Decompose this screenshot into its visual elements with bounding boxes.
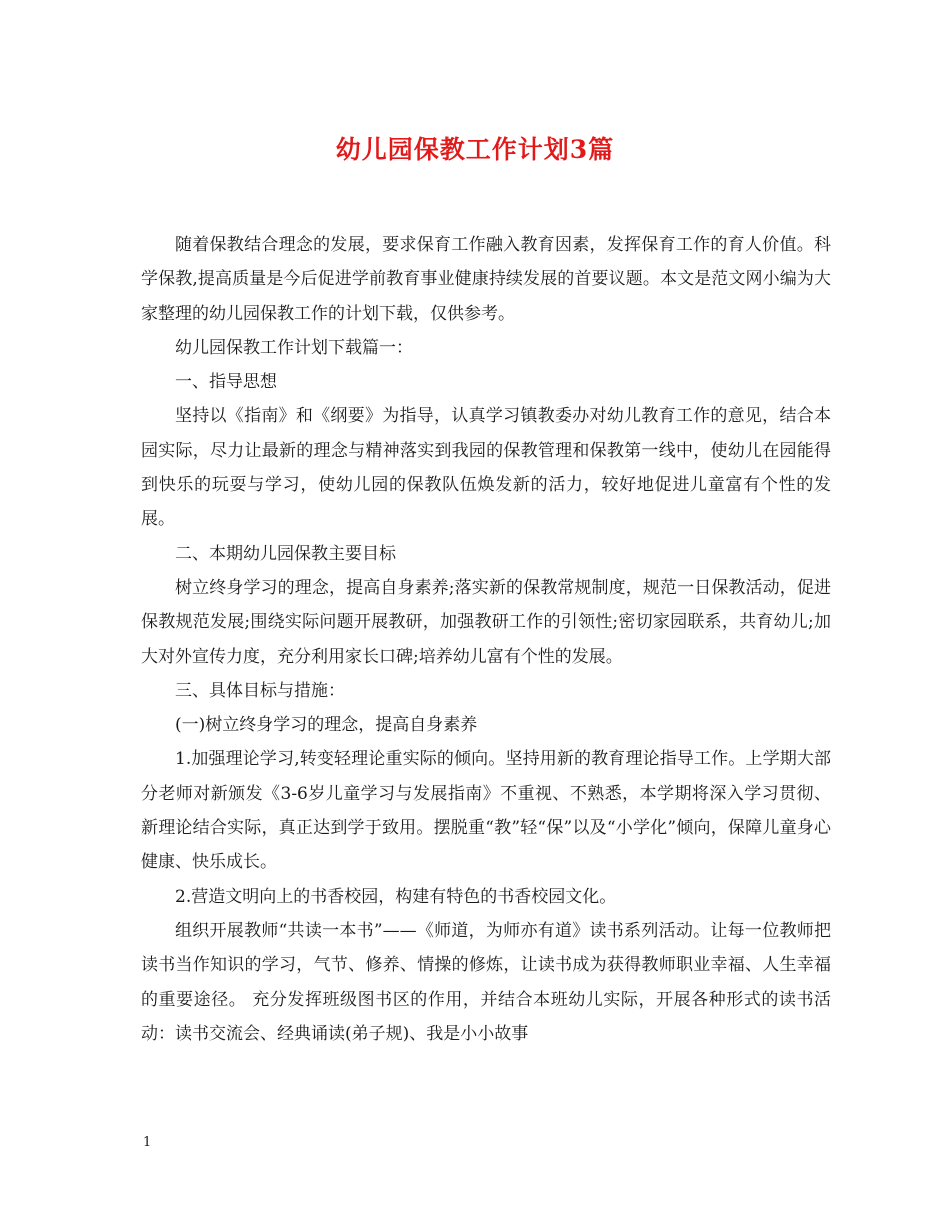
paragraph-theory-learning: 1.加强理论学习,转变轻理论重实际的倾向。坚持用新的教育理论指导工作。上学期大部分老师对新颁发《3-6岁儿童学习与发展指南》不重视、不熟悉，本学期将深入学习贯彻、新理论结合实际，真正达到学于致用。摆脱重“教”轻“保”以及“小学化”倾向，保障儿童身心健康、快乐成长。 [141,749,831,873]
document-body [141,228,831,1051]
subheading-lifelong-learning: (一)树立终身学习的理念，提高自身素养 [175,715,478,736]
paragraph-reading-activities: 组织开展教师“共读一本书”——《师道，为师亦有道》读书系列活动。让每一位教师把读书当作知识的学习，气节、修养、情操的修炼，让读书成为获得教师职业幸福、人生幸福的重要途径。 充分发挥班级图书区的作用，并结合本班幼儿实际，开展各种形式的读书活动：读书交流会、经典诵读(弟子规)、我是小小故事 [141,920,831,1044]
paragraph-book-campus: 2.营造文明向上的书香校园，构建有特色的书香校园文化。 [175,886,617,907]
heading-main-goals: 二、本期幼儿园保教主要目标 [175,543,396,564]
paragraph-guiding-ideology: 坚持以《指南》和《纲要》为指导，认真学习镇教委办对幼儿教育工作的意见，结合本园实际，尽力让最新的理念与精神落实到我园的保教管理和保教第一线中，使幼儿在园能得到快乐的玩耍与学习，使幼儿园的保教队伍焕发新的活力，较好地促进儿童富有个性的发展。 [141,406,831,530]
heading-guiding-ideology: 一、指导思想 [175,372,277,393]
heading-specific-goals: 三、具体目标与措施： [175,680,345,701]
page-number: 1 [143,1135,152,1150]
section-label-part-one: 幼儿园保教工作计划下载篇一： [175,337,413,358]
document-title: 幼儿园保教工作计划3篇 [335,135,615,164]
paragraph-main-goals: 树立终身学习的理念，提高自身素养;落实新的保教常规制度，规范一日保教活动，促进保教规范发展;围绕实际问题开展教研，加强教研工作的引领性;密切家园联系，共育幼儿;加大对外宣传力度，充分利用家长口碑;培养幼儿富有个性的发展。 [141,577,831,667]
intro-paragraph: 随着保教结合理念的发展，要求保育工作融入教育因素，发挥保育工作的育人价值。科学保教,提高质量是今后促进学前教育事业健康持续发展的首要议题。本文是范文网小编为大家整理的幼儿园保教工作的计划下载，仅供参考。 [141,235,831,324]
